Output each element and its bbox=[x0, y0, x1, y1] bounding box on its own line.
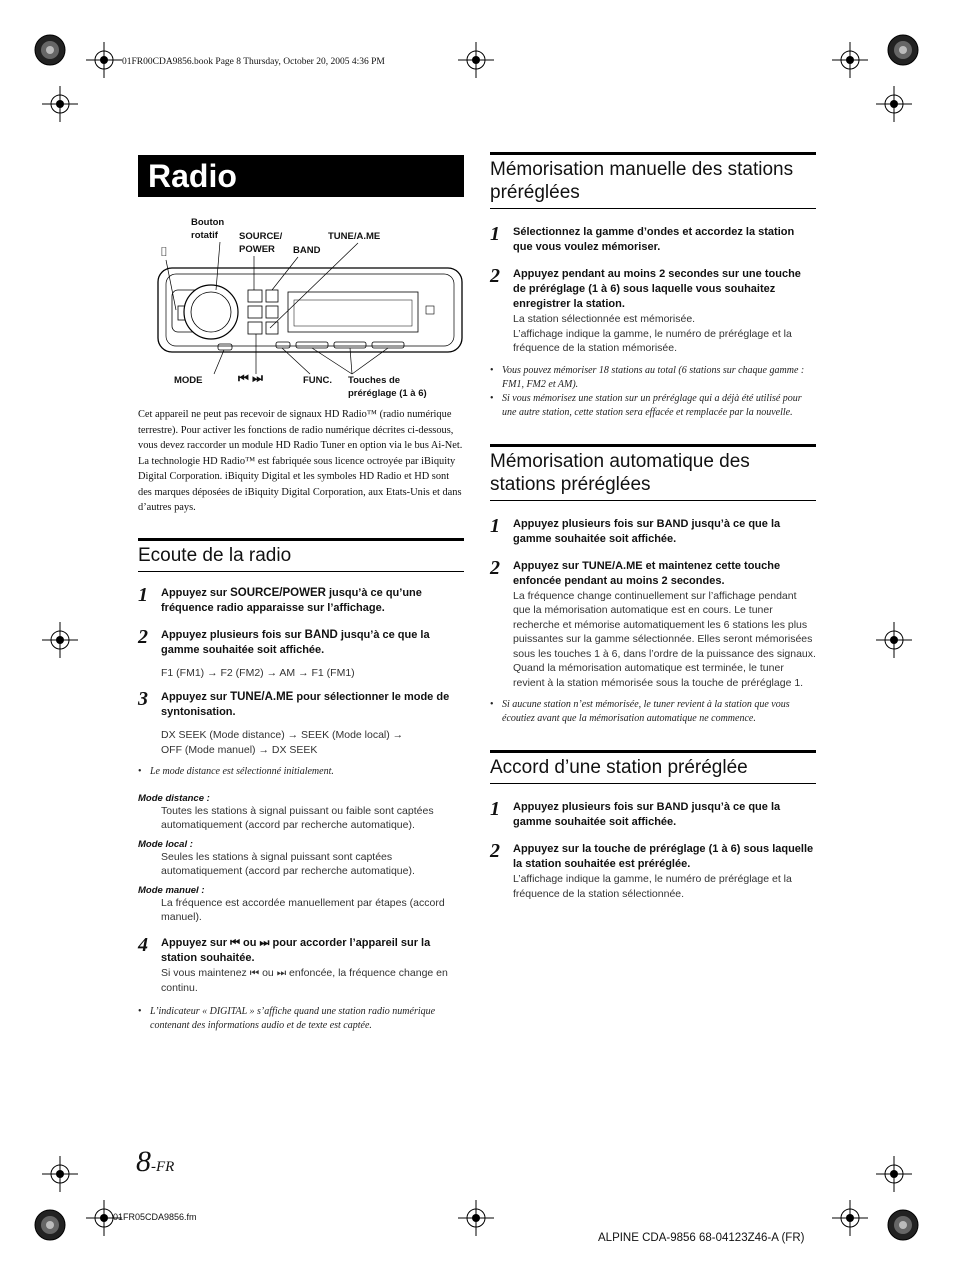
footer-file: 01FR05CDA9856.fm bbox=[113, 1212, 197, 1222]
release-icon: ⌷ bbox=[160, 244, 168, 259]
step-2: 2 Appuyez plusieurs fois sur BAND jusqu’à ce que la gamme souhaitée soit affichée. F1 (FM1) → F2 (FM2) → AM → F1 (FM1) bbox=[138, 625, 430, 679]
note-bullet: • L’indicateur « DIGITAL » s’affiche quand une station radio numérique contenant des informations audio et de texte est captée. bbox=[138, 1005, 464, 1033]
header-file-info: 01FR00CDA9856.book Page 8 Thursday, October 20, 2005 4:36 PM bbox=[122, 57, 385, 67]
intro-p1: Cet appareil ne peut pas recevoir de signaux HD Radio™ (radio numérique terrestre). Pour activer les fonctions de radio numérique décrites ci-dessous, vous devez raccorder un module HD Radio Tuner en option via le bus Ai-Net. bbox=[138, 409, 463, 451]
device-diagram bbox=[138, 210, 464, 405]
section-accord bbox=[490, 750, 816, 901]
label-mode: MODE bbox=[174, 375, 203, 386]
step-1: 1 Appuyez plusieurs fois sur BAND jusqu’à ce que la gamme souhaitée soit affichée. bbox=[490, 514, 781, 545]
step-2: 2 Appuyez pendant au moins 2 secondes sur une touche de préréglage (1 à 6) sous laquelle vous souhaitez enregistrer la station. La station sélectionnée est mémorisée. L’affichage indique la gamme, le numéro de préréglage et la fréquence de la station mémorisée. bbox=[490, 265, 801, 354]
page-title: Radio bbox=[138, 155, 464, 197]
label-func: FUNC. bbox=[303, 375, 333, 386]
label-band: BAND bbox=[293, 245, 321, 256]
label-bouton-rotatif: Bouton rotatif bbox=[191, 217, 225, 241]
step-3: 3 Appuyez sur TUNE/A.ME pour sélectionner le mode de syntonisation. DX SEEK (Mode distance) → SEEK (Mode local) → OFF (Mode manuel) → DX SEEK bbox=[138, 688, 450, 756]
label-touches: Touches de préréglage (1 à 6) bbox=[348, 375, 427, 399]
intro-p2: La technologie HD Radio™ est fabriquée sous licence octroyée par iBiquity Digital Corporation. iBiquity Digital et les symboles HD Radio et HD sont des marques déposées de iBiquity Digital Corporation, aux Etats-Unis et dans d’autres pays. bbox=[138, 455, 462, 513]
label-seek: ⏮ ⏭ bbox=[238, 371, 263, 385]
section-title: Ecoute de la radio bbox=[138, 538, 464, 572]
left-column bbox=[138, 407, 464, 1033]
step-1: 1 Appuyez plusieurs fois sur BAND jusqu’à ce que la gamme souhaitée soit affichée. bbox=[490, 798, 781, 828]
step-1: 1 Appuyez sur SOURCE/POWER jusqu’à ce qu’une fréquence radio apparaisse sur l’affichage. bbox=[138, 583, 422, 614]
section-title: Mémorisation manuelle des stations préréglées bbox=[490, 152, 816, 209]
section-auto: Mémorisation automatique des stations préréglées 1 Appuyez plusieurs fois sur BAND jusqu’à ce que la gamme souhaitée soit affichée. 2 Appuyez sur TUNE/A.ME et maintenez cette touche enfoncée pendant au moins 2 secondes. La fréquence change continuellement sur l’affichage pendant que la mémorisation automatique est en cours. Le tuner recherche et mémorise automatiquement les 6 stations les plus puissantes sur la gamme sélectionnée. Elles seront mémorisées sous les touches 1 à 6, dans l’ordre de la puissance des signaux. Quand la mémorisation automatique est terminée, le tuner revient à la station mémorisée sous la touche de préréglage 1. • Si aucune station n’est mémorisée, le tuner revient à la station que vous écoutiez avant que la mémorisation automatique ne commence. bbox=[490, 444, 816, 727]
section-title: Accord d’une station préréglée bbox=[490, 750, 816, 784]
section-ecoute: Ecoute de la radio 1 Appuyez sur SOURCE/POWER jusqu’à ce qu’une fréquence radio apparaisse sur l’affichage. 2 Appuyez plusieurs fois sur BAND jusqu’à ce que la gamme souhaitée soit affichée. F1 (FM1) → F2 (FM2) → AM → F1 (FM1) 3 Appuyez sur TUNE/A.ME pour sélectionner le mode de syntonisation. DX SEEK (Mode distance) → SEEK (Mode local) → OFF (Mode manuel) → DX SEEK • Le mode distance est sélectionné initialement. Mode distance : Toutes les stations à signal puissant ou faible sont captées automatiquement (accord par recherche automatique). Mode local : Seules les stations à signal puissant sont captées automatiquement (accord par recherche automatique). Mode manuel : La fréquence est accordée manuellement par étapes (accord manuel). 4 Appuyez sur ⏮ ou ⏭ pour accorder l’appareil sur la station souhaitée. Si vous maintenez ⏮ ou ⏭ enfoncée, la fréquence change en continu. • L’indicateur « DIGITAL » s’affiche quand une station radio numérique contenant des informations audio et de texte est captée. bbox=[138, 538, 464, 1034]
section-manuelle: Mémorisation manuelle des stations préréglées 1 Sélectionnez la gamme d’ondes et accordez la station que vous voulez mémoriser. 2 Appuyez pendant au moins 2 secondes sur une touche de préréglage (1 à 6) sous laquelle vous souhaitez enregistrer la station. La station sélectionnée est mémorisée. L’affichage indique la gamme, le numéro de préréglage et la fréquence de la station mémorisée. • Vous pouvez mémoriser 18 stations au total (6 stations sur chaque gamme : FM1, FM2 et AM). • Si vous mémorisez une station sur un préréglage qui a déjà été utilisé pour une autre station, cette station sera effacée et remplacée par la nouvelle. bbox=[490, 152, 816, 420]
step-1: 1 Sélectionnez la gamme d’ondes et accordez la station que vous voulez mémoriser. bbox=[490, 223, 795, 253]
label-tune: TUNE/A.ME bbox=[328, 231, 381, 242]
step-2: 2 Appuyez sur TUNE/A.ME et maintenez cette touche enfoncée pendant au moins 2 secondes. La fréquence change continuellement sur l’affichage pendant que la mémorisation automatique est en cours. Le tuner recherche et mémorise automatiquement les 6 stations les plus puissantes sur la gamme sélectionnée. Elles seront mémorisées sous les touches 1 à 6, dans l’ordre de la puissance des signaux. Quand la mémorisation automatique est terminée, le tuner revient à la station mémorisée sous la touche de préréglage 1. bbox=[490, 556, 816, 689]
label-source-power: SOURCE/ POWER bbox=[239, 231, 283, 255]
step-4: 4 Appuyez sur ⏮ ou ⏭ pour accorder l’appareil sur la station souhaitée. Si vous maintenez ⏮ ou ⏭ enfoncée, la fréquence change en continu. bbox=[138, 934, 448, 994]
section-title: Mémorisation automatique des stations préréglées bbox=[490, 444, 816, 501]
footer-product: ALPINE CDA-9856 68-04123Z46-A (FR) bbox=[598, 1232, 805, 1244]
right-column bbox=[490, 152, 816, 901]
step-2: 2 Appuyez sur la touche de préréglage (1 à 6) sous laquelle la station souhaitée est préréglée. L’affichage indique la gamme, le numéro de préréglage et la fréquence de la station sélectionnée. bbox=[490, 840, 814, 900]
note-bullet: • Le mode distance est sélectionné initialement. bbox=[138, 765, 464, 779]
page-number: 8-FR bbox=[136, 1145, 175, 1178]
